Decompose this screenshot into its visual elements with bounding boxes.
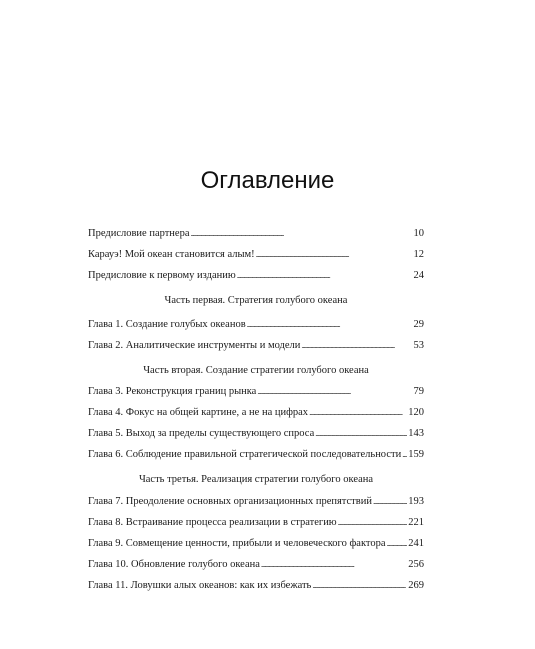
leader-dots (191, 226, 413, 242)
leader-dots (309, 405, 407, 421)
toc-entry[interactable] (88, 494, 424, 510)
leader-dots (373, 494, 407, 510)
leader-dots (301, 338, 412, 354)
toc-entry-page: 193 (408, 496, 424, 507)
toc-entry[interactable] (88, 226, 424, 242)
part-heading: Часть вторая. Создание стратегии голубого океана (143, 365, 369, 376)
toc-entry-label: Глава 5. Выход за пределы существующего спроса (88, 428, 315, 439)
toc-entry-page: 12 (413, 249, 424, 260)
toc-entry-page: 221 (408, 517, 424, 528)
part-heading: Часть третья. Реализация стратегии голубого океана (138, 474, 374, 485)
toc-entry[interactable] (88, 338, 424, 354)
toc-entry[interactable] (88, 317, 424, 333)
part-heading: Часть первая. Стратегия голубого океана (164, 295, 348, 306)
toc-entry-page: 10 (413, 228, 424, 239)
leader-dots (387, 536, 408, 552)
toc-entry[interactable] (88, 268, 424, 284)
toc-entry-label: Глава 6. Соблюдение правильной стратегической последовательности (88, 449, 402, 460)
toc-entry[interactable] (88, 578, 424, 594)
toc-entry-label: Глава 4. Фокус на общей картине, а не на цифрах (88, 407, 309, 418)
toc-entry[interactable] (88, 557, 424, 573)
leader-dots (237, 268, 413, 284)
leader-dots (256, 247, 413, 263)
toc-entry-label: Предисловие партнера (88, 228, 190, 239)
toc-entry[interactable] (88, 536, 424, 552)
toc-entry-label: Карауэ! Мой океан становится алым! (88, 249, 255, 260)
leader-dots (338, 515, 408, 531)
toc-entry[interactable] (88, 515, 424, 531)
toc-entry[interactable] (88, 447, 424, 463)
toc-entry[interactable] (88, 384, 424, 400)
toc-entry-label: Глава 2. Аналитические инструменты и модели (88, 340, 301, 351)
toc-entry[interactable] (88, 247, 424, 263)
leader-dots (315, 426, 407, 442)
leader-dots (247, 317, 413, 333)
toc-entry-label: Глава 8. Встраивание процесса реализации в стратегию (88, 517, 337, 528)
leader-dots (312, 578, 407, 594)
toc-entry-page: 120 (408, 407, 424, 418)
toc-entry-page: 256 (408, 559, 424, 570)
toc-entry[interactable] (88, 426, 424, 442)
toc-entry-label: Глава 3. Реконструкция границ рынка (88, 386, 257, 397)
toc-entry-page: 79 (413, 386, 424, 397)
toc-entry-page: 24 (413, 270, 424, 281)
toc-entry-label: Глава 9. Совмещение ценности, прибыли и человеческого фактора (88, 538, 386, 549)
leader-dots (257, 384, 412, 400)
toc-entry[interactable] (88, 405, 424, 421)
toc-entry-page: 269 (408, 580, 424, 591)
leader-dots (261, 557, 407, 573)
toc-entry-page: 143 (408, 428, 424, 439)
toc-entry-page: 241 (408, 538, 424, 549)
toc-entry-label: Глава 10. Обновление голубого океана (88, 559, 260, 570)
toc-entry-page: 53 (413, 340, 424, 351)
leader-dots (402, 447, 407, 463)
toc-entry-page: 29 (413, 319, 424, 330)
toc-entry-label: Предисловие к первому изданию (88, 270, 236, 281)
toc-entry-page: 159 (408, 449, 424, 460)
toc-entry-label: Глава 1. Создание голубых океанов (88, 319, 246, 330)
page-title: Оглавление (200, 167, 335, 194)
toc-entry-label: Глава 7. Преодоление основных организационных препятствий (88, 496, 372, 507)
toc-entry-label: Глава 11. Ловушки алых океанов: как их избежать (88, 580, 312, 591)
